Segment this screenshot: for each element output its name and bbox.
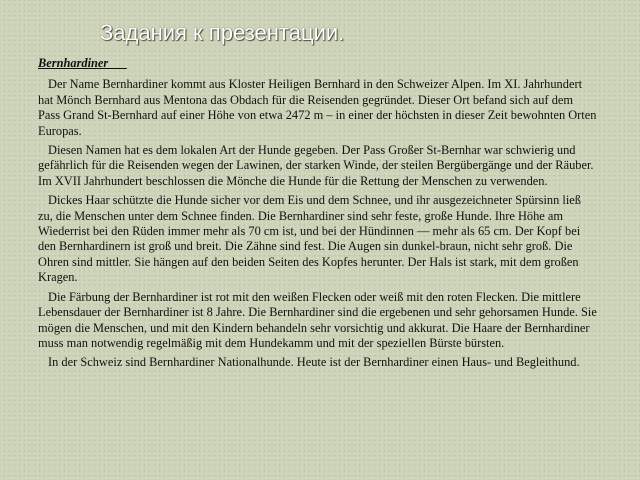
paragraph-national-dog: In der Schweiz sind Bernhardiner Nationalhunde. Heute ist der Bernhardiner einen Haus- und Begleithund. bbox=[48, 355, 580, 370]
section-heading: Bernhardiner bbox=[38, 56, 127, 70]
paragraph-character: Die Färbung der Bernhardiner ist rot mit den weißen Flecken oder weiß mit den roten Flecken. Die mittlere Lebensdauer der Bernhardiner ist 8 Jahre. Die Bernhardiner sind die ergebenen und sehr gehorsamen Hunde. Sie mögen die Menschen, und mit den Kindern behandeln sehr vorsichtig und akkurat. Die Haare der Bernhardiner muss man notwendig regelmäßig mit dem Hundekamm und mit der speziellen Bürste bürsten. bbox=[38, 289, 597, 350]
paragraph-appearance: Dickes Haar schützte die Hunde sicher vor dem Eis und dem Schnee, und ihr ausgezeichneter Spürsinn ließ zu, die Menschen unter dem Schnee finden. Die Bernhardiner sind sehr feste, große Hunde. Ihre Höhe am Wiederrist bei den Rüden immer mehr als 70 cm ist, und bei der Hündinnen — mehr als 65 cm. Der Kopf bei den Bernhardinern ist groß und breit. Die Zähne sind fest. Die Augen sin dunkel-braun, nicht sehr groß. Die Ohren sind mittler. Sie hängen auf den beiden Seiten des Kopfes herunter. Der Hals ist stark, mit dem großen Kragen. bbox=[38, 193, 581, 285]
paragraph-origin: Der Name Bernhardiner kommt aus Kloster Heiligen Bernhard in den Schweizer Alpen. Im XI. Jahrhundert hat Mönch Bernhard aus Mentona das Obdach für die Reisenden gegründet. Dieser Ort befand sich auf dem Pass Grand St-Bernhard auf einer Höhe von etwa 2472 m – in einer der höchsten in dieser Zeit bewohnten Orten Europas. bbox=[38, 77, 597, 138]
text-body bbox=[38, 56, 598, 375]
slide-title: Задания к презентации. bbox=[100, 20, 345, 45]
paragraph-name-history: Diesen Namen hat es dem lokalen Art der Hunde gegeben. Der Pass Großer St-Bernhar war schwierig und gefährlich für die Reisenden wegen der Lawinen, der starken Winde, der steilen Bergübergänge und der Räuber. Im XVII Jahrhundert beschlossen die Mönche die Hunde für die Rettung der Menschen zu verwenden. bbox=[38, 143, 594, 188]
